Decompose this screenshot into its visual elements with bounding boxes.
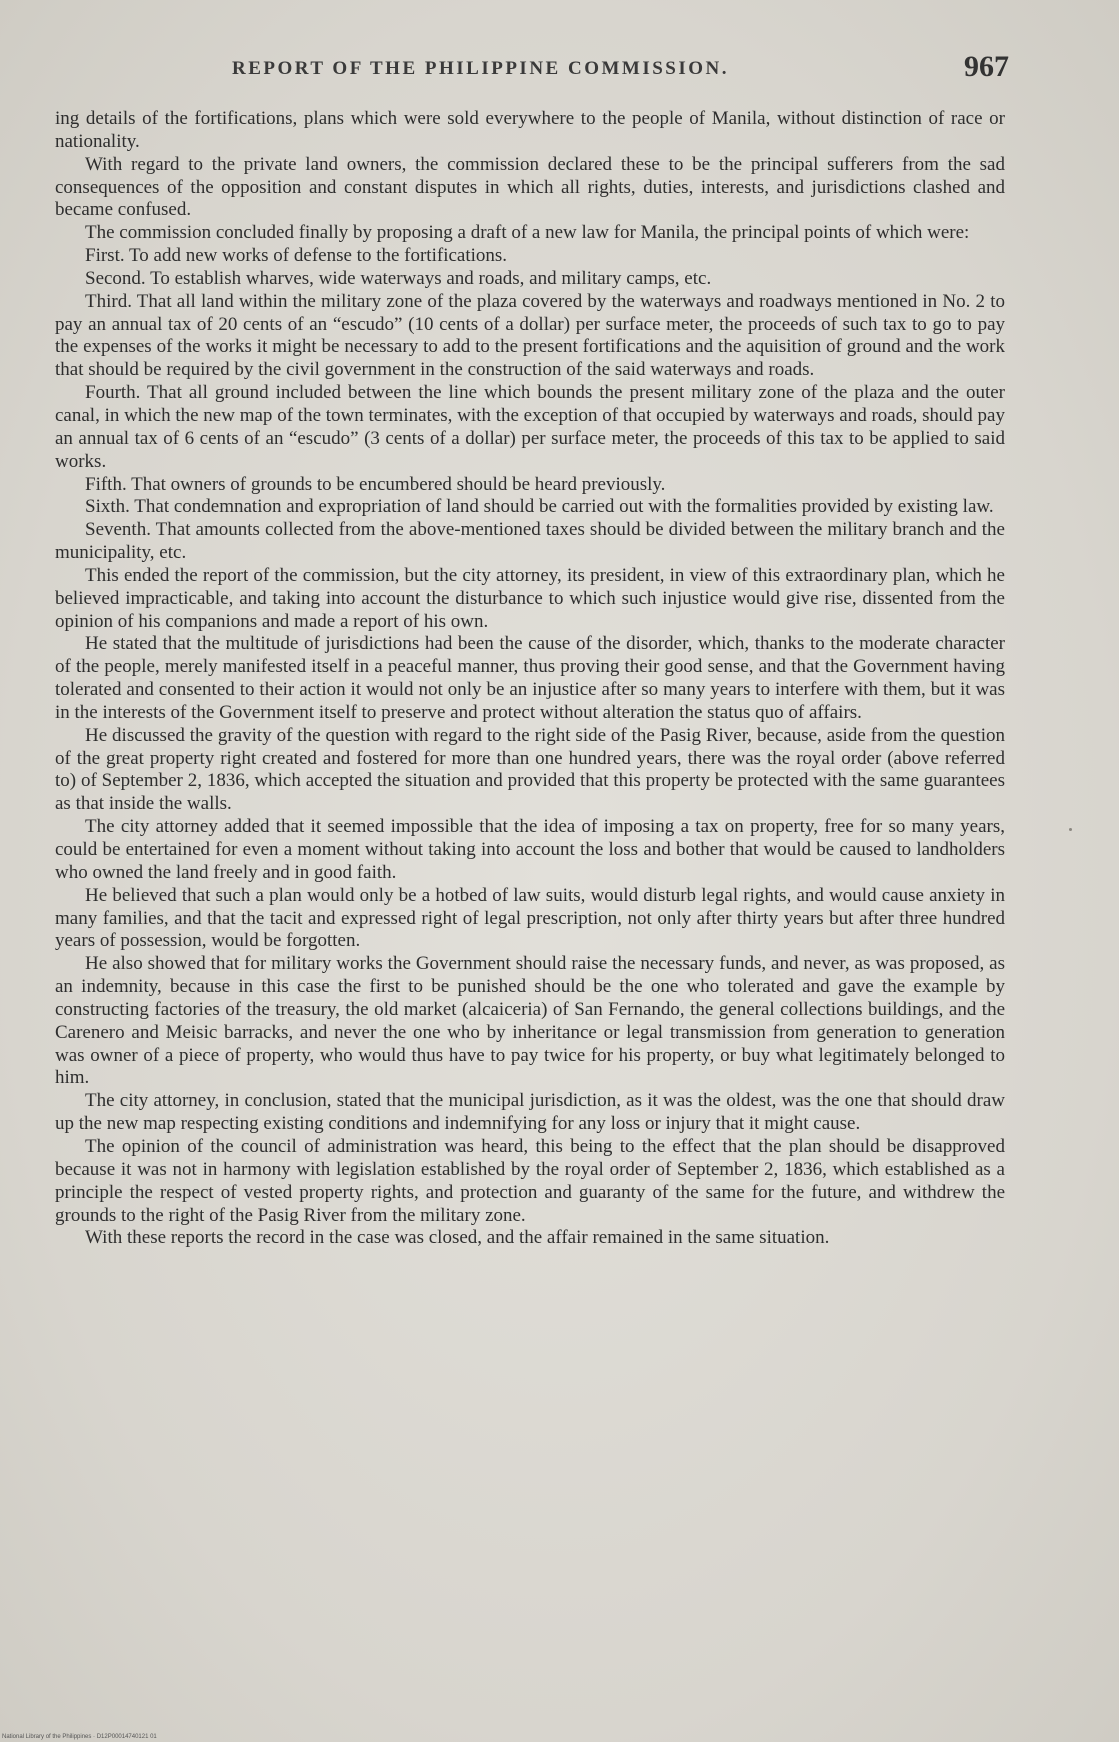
paragraph: The commission concluded finally by proposing a draft of a new law for Manila, the principal points of which were: [85,222,970,244]
paragraph: The city attorney, in conclusion, stated that the municipal jurisdiction, as it was the oldest, was the one that should draw up the new map respecting existing conditions and indemnifying for any loss or injury that it might cause. [55,1090,1005,1135]
paragraph: With these reports the record in the case was closed, and the affair remained in the same situation. [85,1227,830,1249]
paragraph: Second. To establish wharves, wide waterways and roads, and military camps, etc. [85,267,712,289]
paragraph: The opinion of the council of administration was heard, this being to the effect that the plan should be disapproved because it was not in harmony with legislation established by the royal order of September 2, 1836, which established as a principle the respect of vested property rights, and protection and guaranty of the same for the future, and withdrew the grounds to the right of the Pasig River from the military zone. [55,1135,1005,1226]
paragraph: Seventh. That amounts collected from the above-mentioned taxes should be divided between the military branch and the municipality, etc. [55,519,1005,564]
paragraph: Fourth. That all ground included between the line which bounds the present military zone of the plaza and the outer canal, in which the new map of the town terminates, with the exception of that occupied by waterways and roads, should pay an annual tax of 6 cents of an “escudo” (3 cents of a dollar) per surface meter, the proceeds of this tax to be applied to said works. [55,382,1005,472]
paragraph: He discussed the gravity of the question with regard to the right side of the Pasig River, because, aside from the question of the great property right created and fostered for more than one hundred years, there was the royal order (above referred to) of September 2, 1836, which accepted the situation and provided that this property be protected with the same guarantees as that inside the walls. [55,724,1005,815]
running-head: REPORT OF THE PHILIPPINE COMMISSION. [232,58,730,79]
paragraph: Sixth. That condemnation and expropriation of land should be carried out with the formalities provided by existing law. [85,496,994,518]
paragraph: He believed that such a plan would only be a hotbed of law suits, would disturb legal rights, and would cause anxiety in many families, and that the tacit and expressed right of legal prescription, not only after thirty years but after three hundred years of possession, would be forgotten. [55,884,1005,952]
paragraph: Third. That all land within the military zone of the plaza covered by the waterways and roadways mentioned in No. 2 to pay an annual tax of 20 cents of an “escudo” (10 cents of a dollar) per surface meter, the proceeds of such tax to go to pay the expenses of the works it might be necessary to add to the present fortifications and the aquisition of ground and the work that should be required by the civil government in the construction of the said waterways and roads. [55,290,1005,381]
paragraph: Fifth. That owners of grounds to be encumbered should be heard previously. [85,473,666,495]
page-header [54,50,1009,90]
paragraph: The city attorney added that it seemed impossible that the idea of imposing a tax on property, free for so many years, could be entertained for even a moment without taking into account the loss and bother that would be caused to landholders who owned the land freely and in good faith. [55,816,1005,883]
scan-speck [1069,828,1072,831]
body-text [55,108,1005,1250]
scan-footer: National Library of the Philippines · D12P00014740121 01 [2,1734,157,1740]
paragraph: With regard to the private land owners, the commission declared these to be the principal sufferers from the sad consequences of the opposition and constant disputes in which all rights, duties, interests, and jurisdictions clashed and became confused. [55,153,1005,221]
page-number: 967 [964,50,1009,83]
paragraph: He also showed that for military works the Government should raise the necessary funds, and never, as was proposed, as an indemnity, because in this case the first to be punished should be the one who tolerated and gave the example by constructing factories of the treasury, the old market (alcaiceria) of San Fernando, the general collections buildings, and the Carenero and Meisic barracks, and never the one who by inheritance or legal transmission from generation to generation was owner of a piece of property, who would thus have to pay twice for his property, or buy what legitimately belonged to him. [55,953,1005,1089]
paragraph: This ended the report of the commission, but the city attorney, its president, in view of this extraordinary plan, which he believed impracticable, and taking into account the disturbance to which such injustice would give rise, dissented from the opinion of his companions and made a report of his own. [55,564,1005,632]
paragraph: He stated that the multitude of jurisdictions had been the cause of the disorder, which, thanks to the moderate character of the people, merely manifested itself in a peaceful manner, thus proving their good sense, and that the Government having tolerated and consented to their action it would not only be an injustice after so many years to interfere with them, but it was in the interests of the Government itself to preserve and protect without alteration the status quo of affairs. [55,633,1005,723]
paragraph: First. To add new works of defense to the fortifications. [85,245,508,267]
paragraph: ing details of the fortifications, plans which were sold everywhere to the people of Manila, without distinction of race or nationality. [55,108,1005,152]
